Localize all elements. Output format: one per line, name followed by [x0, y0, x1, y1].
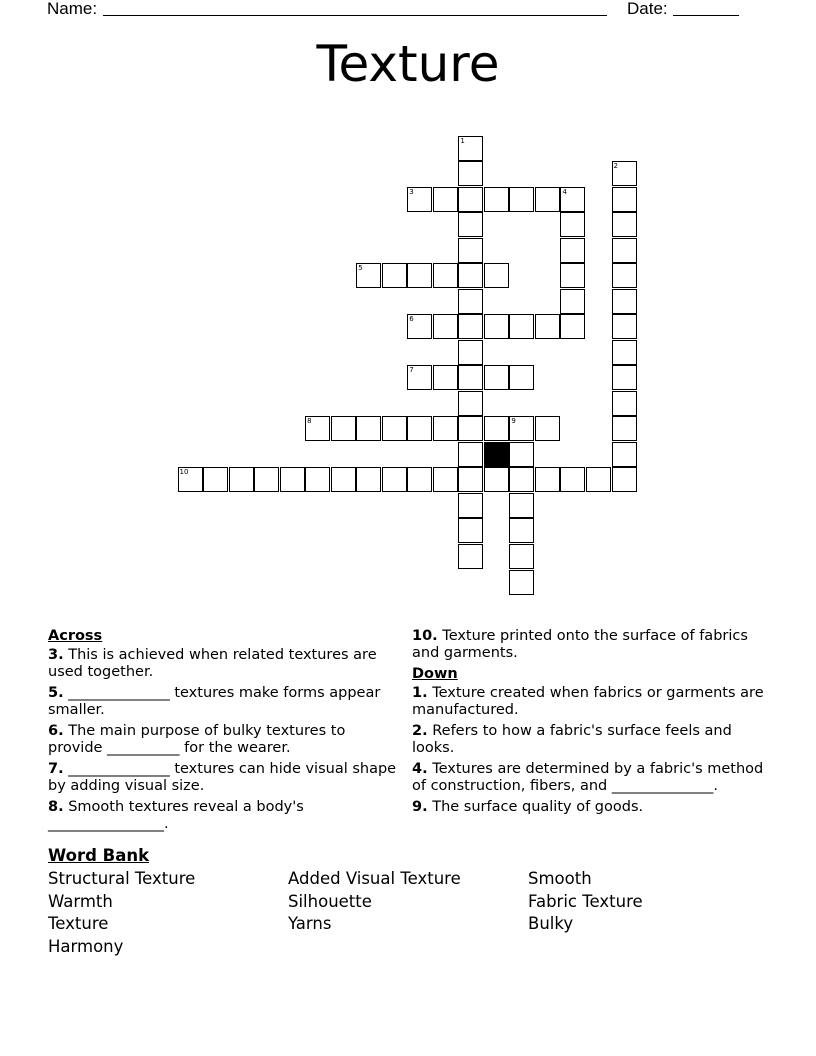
- crossword-cell[interactable]: [433, 263, 458, 288]
- crossword-cell[interactable]: [560, 467, 585, 492]
- cell-number: 10: [179, 468, 189, 477]
- clue-number: 6.: [48, 723, 64, 739]
- crossword-cell[interactable]: [407, 314, 432, 339]
- word-bank-item: Harmony: [48, 937, 124, 956]
- clue-number: 1.: [412, 685, 428, 701]
- word-bank: [48, 846, 748, 956]
- cell-number: 9: [511, 417, 516, 426]
- crossword-cell[interactable]: [560, 187, 585, 212]
- crossword-cell[interactable]: [407, 416, 432, 441]
- clue-text: Refers to how a fabric's surface feels and looks.: [412, 723, 732, 756]
- crossword-cell[interactable]: [356, 467, 381, 492]
- crossword-cell[interactable]: [509, 570, 534, 595]
- crossword-cell[interactable]: [586, 467, 611, 492]
- crossword-block: [484, 442, 509, 467]
- crossword-cell[interactable]: [382, 416, 407, 441]
- crossword-cell[interactable]: [229, 467, 254, 492]
- across-clue: [48, 723, 398, 757]
- clue-text: Texture created when fabrics or garments are manufactured.: [412, 685, 764, 718]
- crossword-cell[interactable]: [254, 467, 279, 492]
- crossword-cell[interactable]: [458, 493, 483, 518]
- crossword-cell[interactable]: [433, 416, 458, 441]
- crossword-cell[interactable]: [560, 314, 585, 339]
- crossword-cell[interactable]: [458, 187, 483, 212]
- crossword-cell[interactable]: [433, 365, 458, 390]
- word-bank-item: Texture: [48, 914, 109, 933]
- date-label: Date:: [627, 0, 668, 18]
- crossword-cell[interactable]: [382, 467, 407, 492]
- cell-number: 7: [409, 366, 414, 375]
- clue-text: Textures are determined by a fabric's method of construction, fibers, and ______________.: [412, 761, 764, 794]
- crossword-cell[interactable]: [458, 136, 483, 161]
- crossword-cell[interactable]: [535, 467, 560, 492]
- crossword-cell[interactable]: [509, 314, 534, 339]
- crossword-cell[interactable]: [356, 416, 381, 441]
- crossword-cell[interactable]: [484, 416, 509, 441]
- word-bank-item: Fabric Texture: [528, 892, 643, 911]
- cell-number: 2: [613, 162, 618, 171]
- word-bank-heading: Word Bank: [48, 846, 150, 865]
- page-title: Texture: [316, 35, 500, 93]
- crossword-cell[interactable]: [612, 314, 637, 339]
- crossword-cell[interactable]: [612, 442, 637, 467]
- crossword-cell[interactable]: [458, 289, 483, 314]
- crossword-cell[interactable]: [407, 187, 432, 212]
- crossword-cell[interactable]: [458, 161, 483, 186]
- crossword-cell[interactable]: [458, 212, 483, 237]
- clue-text: ______________ textures make forms appear smaller.: [48, 685, 381, 718]
- down-clue: [412, 761, 772, 795]
- down-clue: [412, 723, 772, 757]
- word-bank-item: Smooth: [528, 869, 592, 888]
- clues-right-column: [412, 628, 772, 820]
- across-heading: Across: [48, 628, 103, 644]
- crossword-cell[interactable]: [612, 212, 637, 237]
- clue-text: Texture printed onto the surface of fabrics and garments.: [412, 628, 748, 661]
- clue-text: This is achieved when related textures are used together.: [48, 647, 377, 680]
- cell-number: 5: [358, 264, 363, 273]
- crossword-cell[interactable]: [484, 314, 509, 339]
- crossword-cell[interactable]: [458, 263, 483, 288]
- crossword-cell[interactable]: [458, 314, 483, 339]
- cell-number: 4: [562, 187, 567, 196]
- crossword-cell[interactable]: [509, 365, 534, 390]
- crossword-cell[interactable]: [612, 161, 637, 186]
- clue-number: 4.: [412, 761, 428, 777]
- down-heading: Down: [412, 666, 458, 682]
- crossword-cell[interactable]: [458, 442, 483, 467]
- across-clue: [48, 799, 398, 833]
- cell-number: 3: [409, 187, 414, 196]
- crossword-cell[interactable]: [509, 442, 534, 467]
- clue-text: Smooth textures reveal a body's ________________.: [48, 799, 304, 832]
- word-bank-item: Warmth: [48, 892, 113, 911]
- crossword-cell[interactable]: [458, 467, 483, 492]
- crossword-cell[interactable]: [535, 187, 560, 212]
- across-clue: [48, 761, 398, 795]
- crossword-cell[interactable]: [433, 314, 458, 339]
- word-bank-item: Yarns: [288, 914, 332, 933]
- word-bank-item: Added Visual Texture: [288, 869, 461, 888]
- crossword-cell[interactable]: [612, 340, 637, 365]
- crossword-cell[interactable]: [612, 289, 637, 314]
- across-clue: [48, 647, 398, 681]
- name-label: Name:: [47, 0, 98, 18]
- crossword-cell[interactable]: [509, 187, 534, 212]
- crossword-cell[interactable]: [407, 263, 432, 288]
- crossword-cell[interactable]: [203, 467, 228, 492]
- clue-number: 10.: [412, 628, 438, 644]
- crossword-cell[interactable]: [331, 467, 356, 492]
- crossword-cell[interactable]: [458, 238, 483, 263]
- crossword-cell[interactable]: [458, 518, 483, 543]
- across-clue: [412, 628, 772, 662]
- crossword-cell[interactable]: [612, 467, 637, 492]
- cell-number: 6: [409, 315, 414, 324]
- clue-number: 3.: [48, 647, 64, 663]
- crossword-cell[interactable]: [484, 263, 509, 288]
- clue-number: 9.: [412, 799, 428, 815]
- word-bank-item: Silhouette: [288, 892, 372, 911]
- crossword-cell[interactable]: [560, 263, 585, 288]
- crossword-cell[interactable]: [612, 391, 637, 416]
- crossword-cell[interactable]: [305, 416, 330, 441]
- clue-text: The main purpose of bulky textures to provide __________ for the wearer.: [48, 723, 346, 756]
- crossword-cell[interactable]: [458, 544, 483, 569]
- crossword-cell[interactable]: [612, 238, 637, 263]
- crossword-cell[interactable]: [612, 263, 637, 288]
- crossword-cell[interactable]: [433, 467, 458, 492]
- crossword-cell[interactable]: [484, 187, 509, 212]
- crossword-cell[interactable]: [433, 187, 458, 212]
- crossword-cell[interactable]: [458, 365, 483, 390]
- crossword-cell[interactable]: [509, 416, 534, 441]
- crossword-cell[interactable]: [612, 365, 637, 390]
- clue-text: ______________ textures can hide visual shape by adding visual size.: [48, 761, 397, 794]
- crossword-cell[interactable]: [331, 416, 356, 441]
- crossword-cell[interactable]: [458, 340, 483, 365]
- crossword-cell[interactable]: [407, 365, 432, 390]
- crossword-cell[interactable]: [178, 467, 203, 492]
- crossword-cell[interactable]: [560, 289, 585, 314]
- crossword-cell[interactable]: [612, 416, 637, 441]
- crossword-cell[interactable]: [280, 467, 305, 492]
- crossword-cell[interactable]: [535, 416, 560, 441]
- clue-number: 2.: [412, 723, 428, 739]
- down-clue: [412, 685, 772, 719]
- crossword-cell[interactable]: [382, 263, 407, 288]
- crossword-cell[interactable]: [356, 263, 381, 288]
- clue-number: 8.: [48, 799, 64, 815]
- crossword-cell[interactable]: [458, 416, 483, 441]
- crossword-cell[interactable]: [407, 467, 432, 492]
- clue-number: 7.: [48, 761, 64, 777]
- across-clue: [48, 685, 398, 719]
- crossword-cell[interactable]: [509, 518, 534, 543]
- crossword-cell[interactable]: [535, 314, 560, 339]
- cell-number: 1: [460, 136, 465, 145]
- crossword-cell[interactable]: [484, 365, 509, 390]
- clue-text: The surface quality of goods.: [432, 799, 644, 815]
- down-clue: [412, 799, 772, 816]
- crossword-cell[interactable]: [509, 544, 534, 569]
- crossword-cell[interactable]: [509, 493, 534, 518]
- crossword-cell[interactable]: [509, 467, 534, 492]
- clue-number: 5.: [48, 685, 64, 701]
- crossword-cell[interactable]: [305, 467, 330, 492]
- clues-left-column: [48, 628, 398, 837]
- cell-number: 8: [307, 417, 312, 426]
- crossword-cell[interactable]: [458, 391, 483, 416]
- crossword-cell[interactable]: [484, 467, 509, 492]
- crossword-cell[interactable]: [612, 187, 637, 212]
- word-bank-item: Structural Texture: [48, 869, 196, 888]
- word-bank-item: Bulky: [528, 914, 574, 933]
- crossword-cell[interactable]: [560, 238, 585, 263]
- crossword-cell[interactable]: [560, 212, 585, 237]
